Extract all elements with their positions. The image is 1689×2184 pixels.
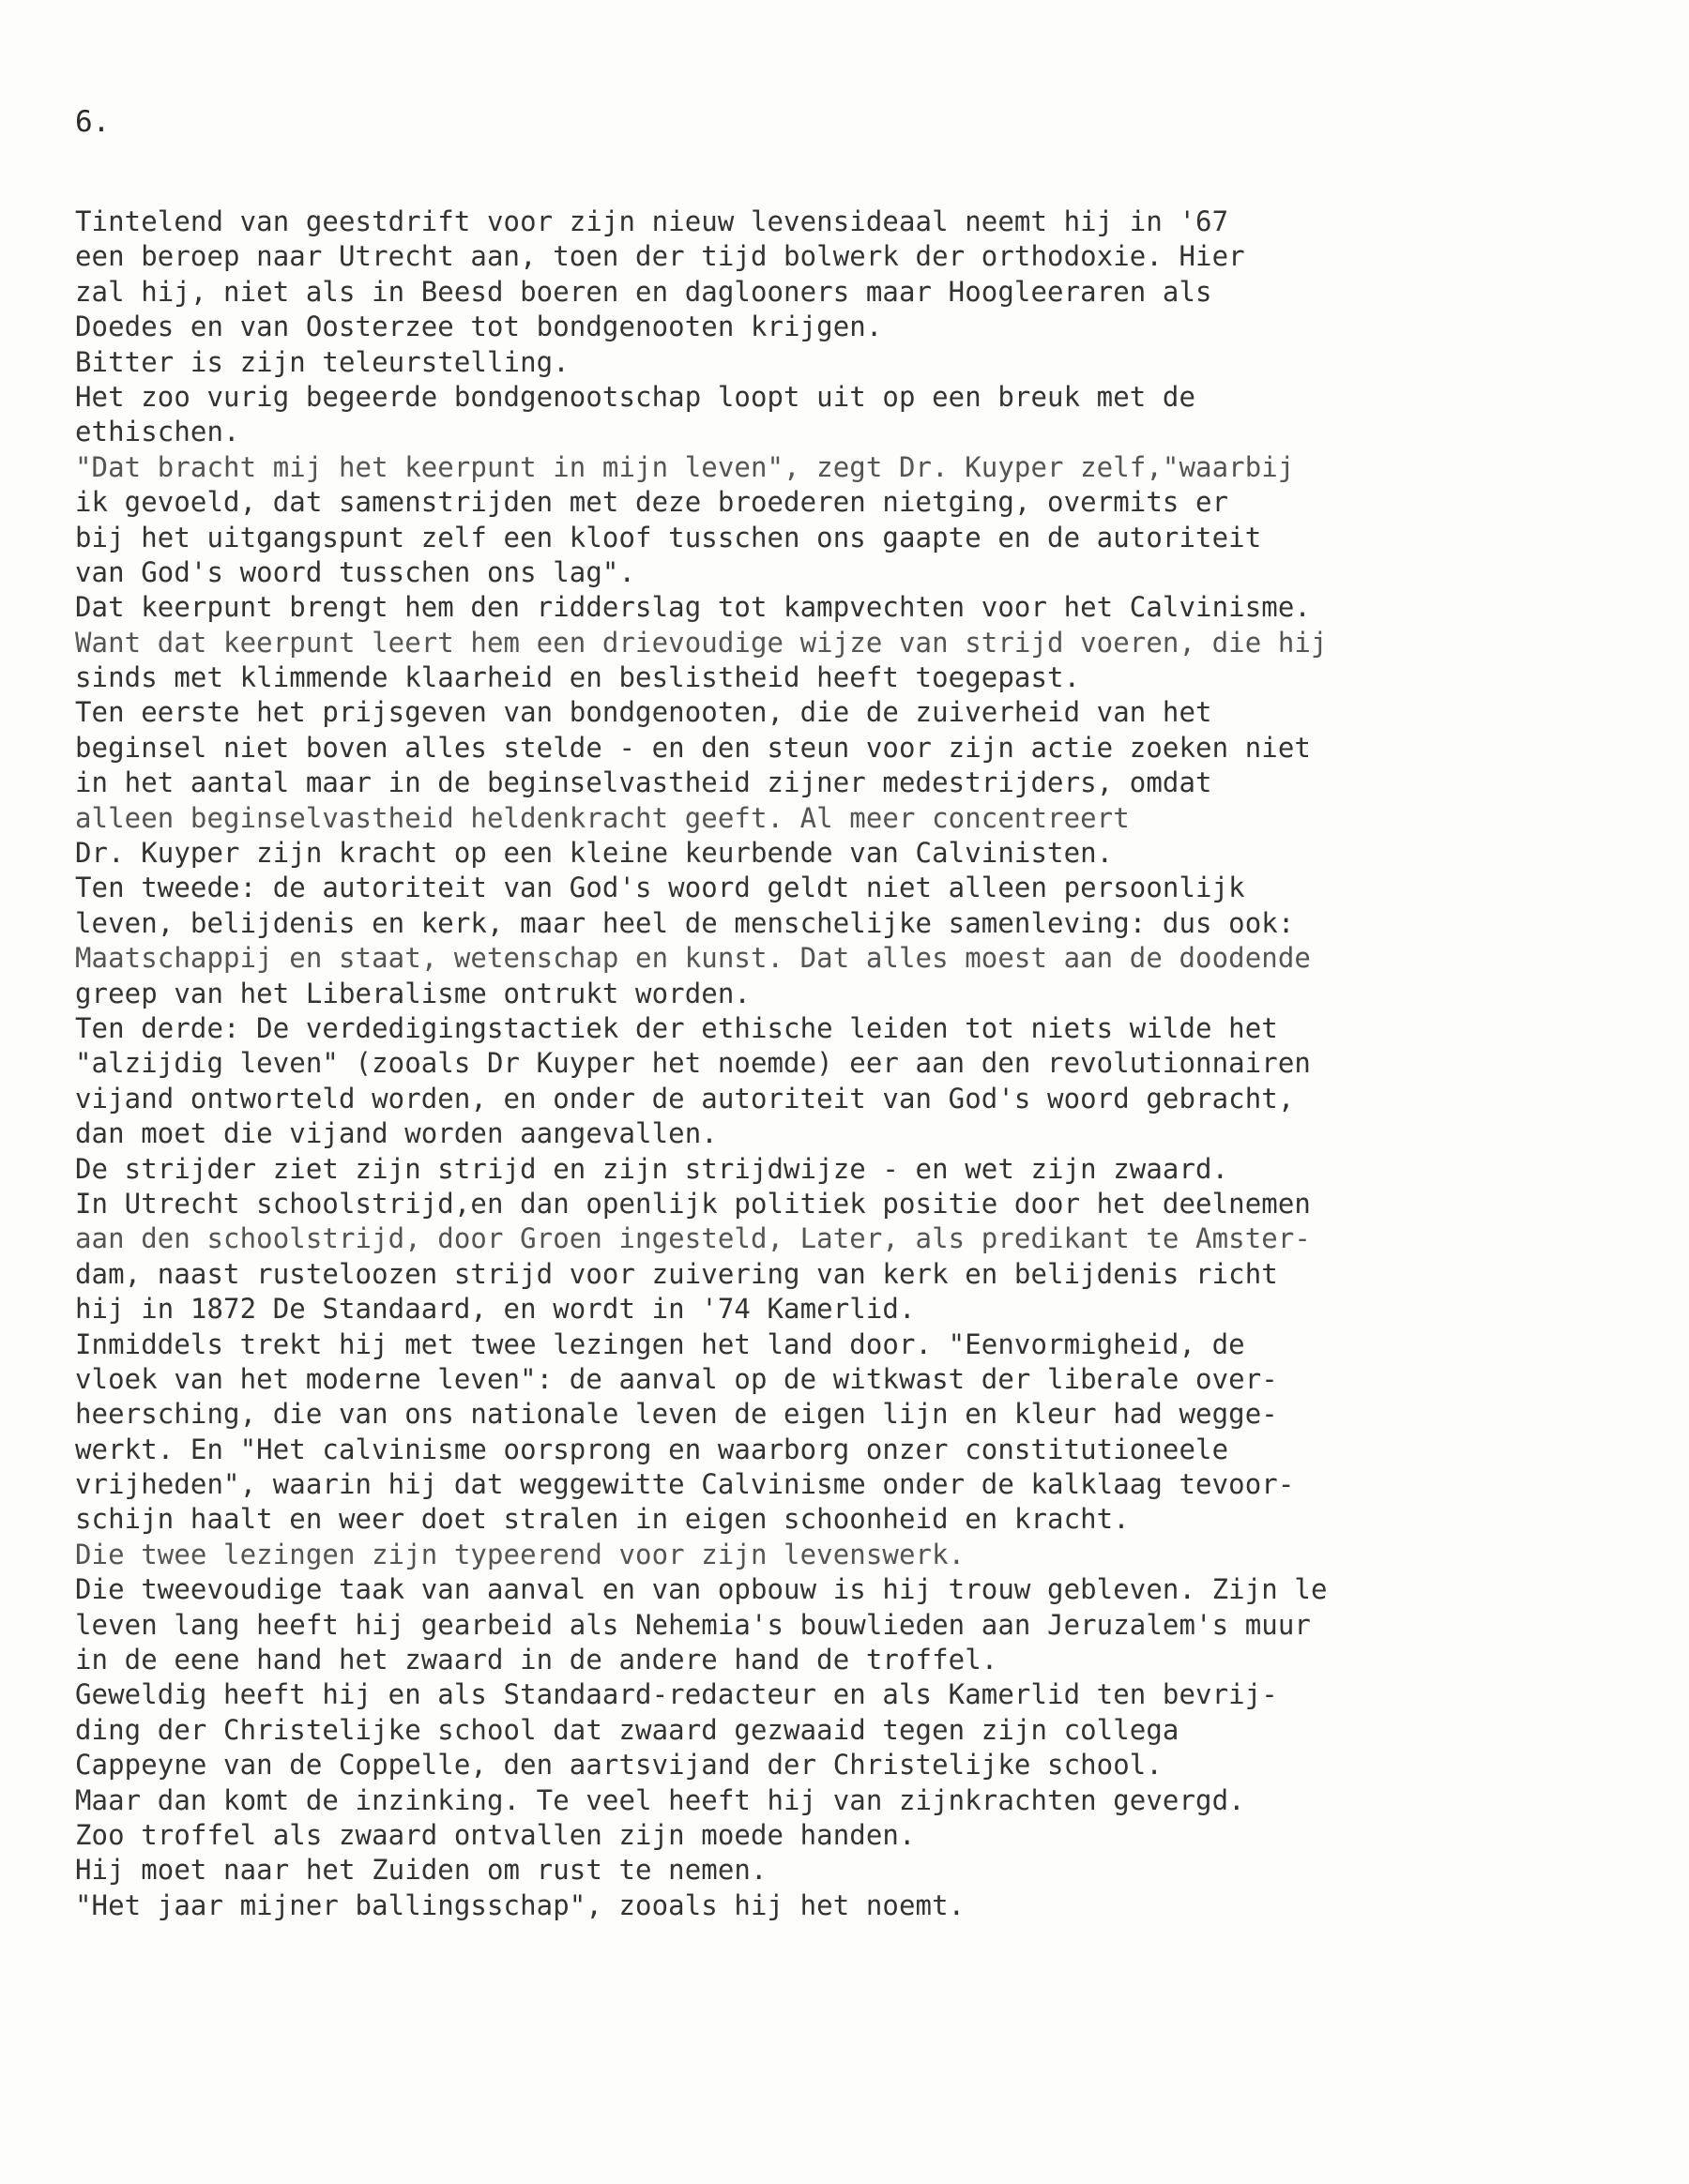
text-line: Inmiddels trekt hij met twee lezingen het land door. "Eenvormigheid, de	[75, 1327, 1245, 1360]
text-line: in het aantal maar in de beginselvastheid zijner medestrijders, omdat	[75, 766, 1212, 799]
text-line: heersching, die van ons nationale leven de eigen lijn en kleur had wegge-	[75, 1398, 1278, 1431]
text-line: Dat keerpunt brengt hem den ridderslag tot kampvechten voor het Calvinisme.	[75, 591, 1311, 624]
text-line: Die twee lezingen zijn typeerend voor zijn levenswerk.	[75, 1538, 966, 1570]
text-line: Zoo troffel als zwaard ontvallen zijn moede handen.	[75, 1818, 916, 1851]
text-line: In Utrecht schoolstrijd,en dan openlijk politiek positie door het deelnemen	[75, 1187, 1311, 1220]
text-line: Doedes en van Oosterzee tot bondgenooten krijgen.	[75, 311, 883, 343]
text-line: Maar dan komt de inzinking. Te veel heeft hij van zijnkrachten gevergd.	[75, 1783, 1245, 1816]
text-line: "alzijdig leven" (zooals Dr Kuyper het noemde) eer aan den revolutionnairen	[75, 1047, 1311, 1080]
text-line: ik gevoeld, dat samenstrijden met deze broederen nietging, overmits er	[75, 486, 1229, 519]
text-line: hij in 1872 De Standaard, en wordt in '74 Kamerlid.	[75, 1293, 916, 1326]
text-line: werkt. En "Het calvinisme oorsprong en waarborg onzer constitutioneele	[75, 1433, 1229, 1465]
text-line: Die tweevoudige taak van aanval en van opbouw is hij trouw gebleven. Zijn le	[75, 1573, 1328, 1606]
text-line: zal hij, niet als in Beesd boeren en daglooners maar Hoogleeraren als	[75, 275, 1212, 308]
text-line: leven, belijdenis en kerk, maar heel de menschelijke samenleving: dus ook:	[75, 906, 1295, 939]
text-line: Geweldig heeft hij en als Standaard-redacteur en als Kamerlid ten bevrij-	[75, 1678, 1278, 1711]
text-line: Ten derde: De verdedigingstactiek der ethische leiden tot niets wilde het	[75, 1011, 1278, 1044]
text-line: schijn haalt en weer doet stralen in eigen schoonheid en kracht.	[75, 1503, 1130, 1536]
text-line: beginsel niet boven alles stelde - en den steun voor zijn actie zoeken niet	[75, 731, 1311, 764]
text-line: van God's woord tusschen ons lag".	[75, 555, 636, 588]
text-line: greep van het Liberalisme ontrukt worden.	[75, 977, 751, 1009]
text-line: bij het uitgangspunt zelf een kloof tusschen ons gaapte en de autoriteit	[75, 521, 1262, 554]
text-line: dam, naast rusteloozen strijd voor zuivering van kerk en belijdenis richt	[75, 1257, 1278, 1290]
text-line: Ten eerste het prijsgeven van bondgenooten, die de zuiverheid van het	[75, 696, 1212, 729]
text-line: aan den schoolstrijd, door Groen ingesteld, Later, als predikant te Amster-	[75, 1222, 1311, 1255]
text-line: De strijder ziet zijn strijd en zijn strijdwijze - en wet zijn zwaard.	[75, 1152, 1229, 1185]
text-line: Hij moet naar het Zuiden om rust te nemen.	[75, 1854, 768, 1887]
text-line: ethischen.	[75, 416, 240, 448]
text-line: sinds met klimmende klaarheid en beslistheid heeft toegepast.	[75, 661, 1081, 694]
page-number: 6.	[75, 105, 111, 139]
text-line: Dr. Kuyper zijn kracht op een kleine keurbende van Calvinisten.	[75, 837, 1114, 870]
text-line: alleen beginselvastheid heldenkracht geeft. Al meer concentreert	[75, 801, 1130, 834]
text-line: Bitter is zijn teleurstelling.	[75, 345, 570, 378]
typed-body-text	[75, 205, 1651, 1923]
text-line: een beroep naar Utrecht aan, toen der tijd bolwerk der orthodoxie. Hier	[75, 240, 1245, 273]
text-line: vloek van het moderne leven": de aanval op de witkwast der liberale over-	[75, 1362, 1278, 1395]
text-line: Maatschappij en staat, wetenschap en kunst. Dat alles moest aan de doodende	[75, 942, 1311, 975]
text-line: vijand ontworteld worden, en onder de autoriteit van God's woord gebracht,	[75, 1082, 1295, 1115]
text-line: Cappeyne van de Coppelle, den aartsvijand der Christelijke school.	[75, 1749, 1163, 1782]
text-line: Ten tweede: de autoriteit van God's woord geldt niet alleen persoonlijk	[75, 872, 1245, 904]
text-line: Tintelend van geestdrift voor zijn nieuw levensideaal neemt hij in '67	[75, 205, 1229, 237]
text-line: in de eene hand het zwaard in de andere hand de troffel.	[75, 1644, 998, 1676]
text-line: ding der Christelijke school dat zwaard gezwaaid tegen zijn collega	[75, 1713, 1179, 1746]
text-line: leven lang heeft hij gearbeid als Nehemia's bouwlieden aan Jeruzalem's muur	[75, 1608, 1311, 1641]
text-line: Het zoo vurig begeerde bondgenootschap loopt uit op een breuk met de	[75, 380, 1196, 413]
text-line: Want dat keerpunt leert hem een drievoudige wijze van strijd voeren, die hij	[75, 626, 1328, 659]
text-line: dan moet die vijand worden aangevallen.	[75, 1117, 718, 1150]
text-line: vrijheden", waarin hij dat weggewitte Calvinisme onder de kalklaag tevoor-	[75, 1468, 1295, 1501]
text-line: "Het jaar mijner ballingsschap", zooals hij het noemt.	[75, 1888, 966, 1921]
text-line: "Dat bracht mij het keerpunt in mijn leven", zegt Dr. Kuyper zelf,"waarbij	[75, 450, 1295, 483]
